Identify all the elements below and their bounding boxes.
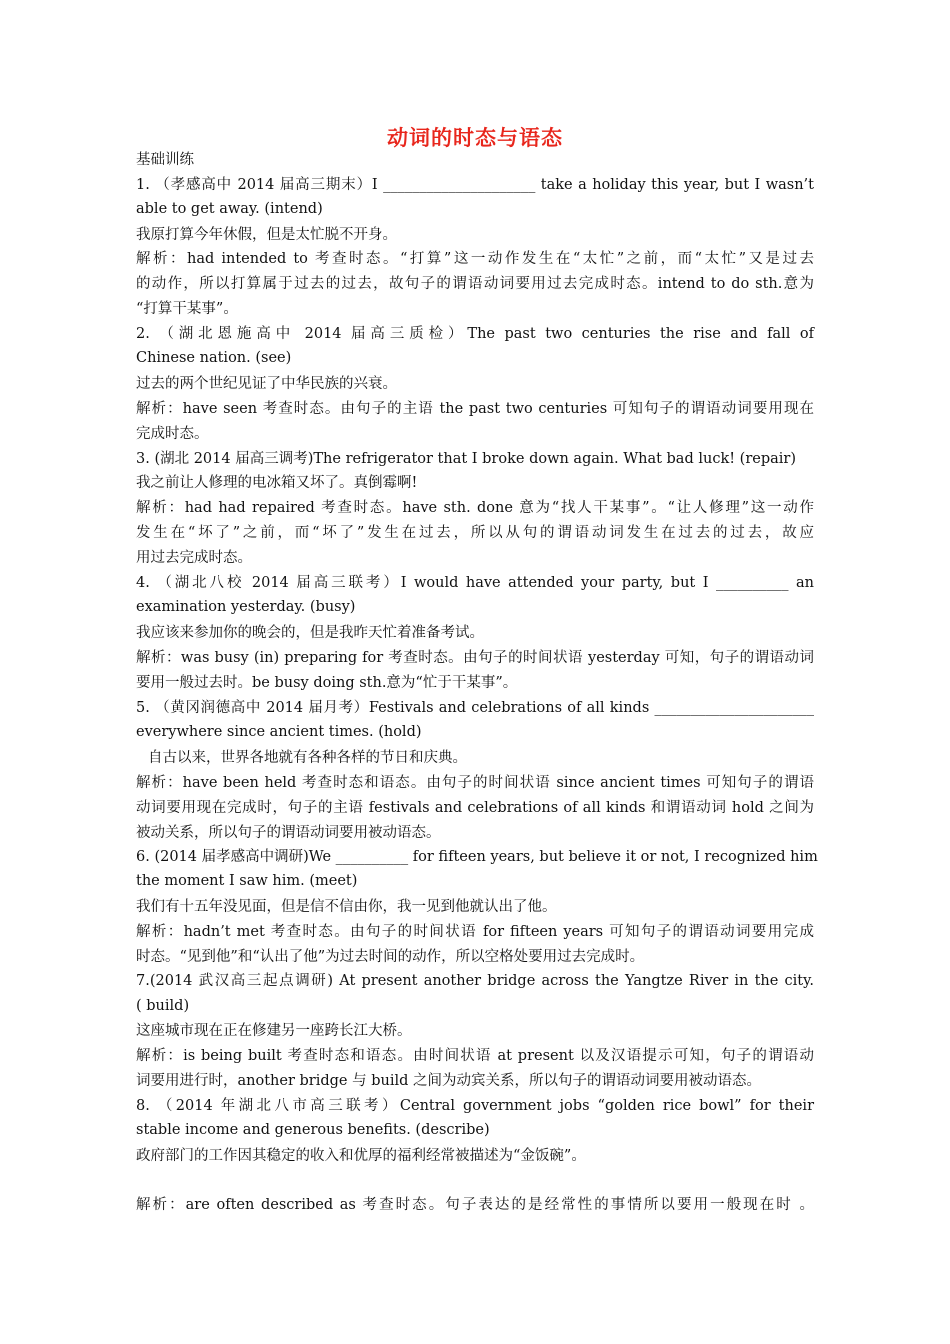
question-1-prompt-line-1: 1. （孝感高中 2014 届高三期末）I _____________________ take a holiday this year, but I wasn’t xyxy=(136,177,814,193)
question-6-prompt-line-2: the moment I saw him. (meet) xyxy=(136,873,358,889)
question-8-analysis: 解析：are often described as 考查时态。句子表达的是经常性的事情所以要用一般现在时 。 xyxy=(136,1197,814,1213)
question-4-prompt-line-1: 4. （湖北八校 2014 届高三联考）I would have attended your party, but I __________ an xyxy=(136,575,814,591)
question-7-prompt-line-1: 7.(2014 武汉高三起点调研) At present another bridge across the Yangtze River in the city. xyxy=(136,973,814,989)
question-2-prompt-line-2: Chinese nation. (see) xyxy=(136,350,292,366)
question-2-translation: 过去的两个世纪见证了中华民族的兴衰。 xyxy=(136,376,397,392)
document-title: 动词的时态与语态 xyxy=(387,125,563,150)
question-3-analysis-line-3: 用过去完成时态。 xyxy=(136,550,252,566)
question-5-analysis-line-1: 解析：have been held 考查时态和语态。由句子的时间状语 since ancient times 可知句子的谓语 xyxy=(136,775,814,791)
question-8-prompt-line-2: stable income and generous benefits. (describe) xyxy=(136,1122,490,1138)
question-1-prompt-line-2: able to get away. (intend) xyxy=(136,201,323,217)
question-4-prompt-line-2: examination yesterday. (busy) xyxy=(136,599,356,615)
question-6-analysis-line-1: 解析：hadn’t met 考查时态。由句子的时间状语 for fifteen years 可知句子的谓语动词要用完成 xyxy=(136,924,814,940)
question-1-analysis-line-3: “打算干某事”。 xyxy=(136,301,238,317)
question-7-prompt-line-2: ( build) xyxy=(136,998,190,1014)
question-5-translation: 自古以来，世界各地就有各种各样的节日和庆典。 xyxy=(148,750,467,766)
question-6-prompt-line-1: 6. (2014 届孝感高中调研)We __________ for fifteen years, but believe it or not, I recognized him xyxy=(136,849,818,865)
question-6-translation: 我们有十五年没见面，但是信不信由你，我一见到他就认出了他。 xyxy=(136,899,557,915)
question-2-prompt-line-1: 2. （湖北恩施高中 2014 届高三质检）The past two centuries the rise and fall of xyxy=(136,326,814,342)
question-1-analysis-line-2: 的动作，所以打算属于过去的过去，故句子的谓语动词要用过去完成时态。intend to do sth.意为 xyxy=(136,276,814,292)
question-8-translation: 政府部门的工作因其稳定的收入和优厚的福利经常被描述为“金饭碗”。 xyxy=(136,1148,586,1164)
question-4-analysis-line-1: 解析：was busy (in) preparing for 考查时态。由句子的时间状语 yesterday 可知，句子的谓语动词 xyxy=(136,650,814,666)
question-4-analysis-line-2: 要用一般过去时。be busy doing sth.意为“忙于干某事”。 xyxy=(136,675,518,691)
question-7-analysis-line-1: 解析：is being built 考查时态和语态。由时间状语 at present 以及汉语提示可知，句子的谓语动 xyxy=(136,1048,814,1064)
section-heading: 基础训练 xyxy=(136,152,194,168)
question-7-translation: 这座城市现在正在修建另一座跨长江大桥。 xyxy=(136,1023,412,1039)
question-1-translation: 我原打算今年休假，但是太忙脱不开身。 xyxy=(136,227,397,243)
question-2-analysis-line-2: 完成时态。 xyxy=(136,426,209,442)
question-2-analysis-line-1: 解析：have seen 考查时态。由句子的主语 the past two centuries 可知句子的谓语动词要用现在 xyxy=(136,401,814,417)
question-3-translation: 我之前让人修理的电冰箱又坏了。真倒霉啊! xyxy=(136,475,418,491)
question-4-translation: 我应该来参加你的晚会的，但是我昨天忙着准备考试。 xyxy=(136,625,484,641)
question-5-analysis-line-2: 动词要用现在完成时，句子的主语 festivals and celebrations of all kinds 和谓语动词 hold 之间为 xyxy=(136,800,814,816)
question-6-analysis-line-2: 时态。“见到他”和“认出了他”为过去时间的动作，所以空格处要用过去完成时。 xyxy=(136,949,645,965)
question-3-analysis-line-1: 解析：had had repaired 考查时态。have sth. done 意为“找人干某事”。“让人修理”这一动作 xyxy=(136,500,814,516)
question-8-prompt-line-1: 8. （2014 年湖北八市高三联考）Central government jobs “golden rice bowl” for their xyxy=(136,1098,814,1114)
question-3-prompt: 3. (湖北 2014 届高三调考)The refrigerator that I broke down again. What bad luck! (repair) xyxy=(136,451,796,467)
question-1-analysis-line-1: 解析：had intended to 考查时态。“打算”这一动作发生在“太忙”之前，而“太忙”又是过去 xyxy=(136,251,814,267)
question-7-analysis-line-2: 词要用进行时，another bridge 与 build 之间为动宾关系，所以句子的谓语动词要用被动语态。 xyxy=(136,1073,761,1089)
question-5-analysis-line-3: 被动关系，所以句子的谓语动词要用被动语态。 xyxy=(136,825,441,841)
question-5-prompt-line-2: everywhere since ancient times. (hold) xyxy=(136,724,422,740)
question-3-analysis-line-2: 发生在“坏了”之前，而“坏了”发生在过去，所以从句的谓语动词发生在过去的过去，故应 xyxy=(136,525,814,541)
question-5-prompt-line-1: 5. （黄冈润德高中 2014 届月考）Festivals and celebrations of all kinds ______________________ xyxy=(136,700,814,716)
